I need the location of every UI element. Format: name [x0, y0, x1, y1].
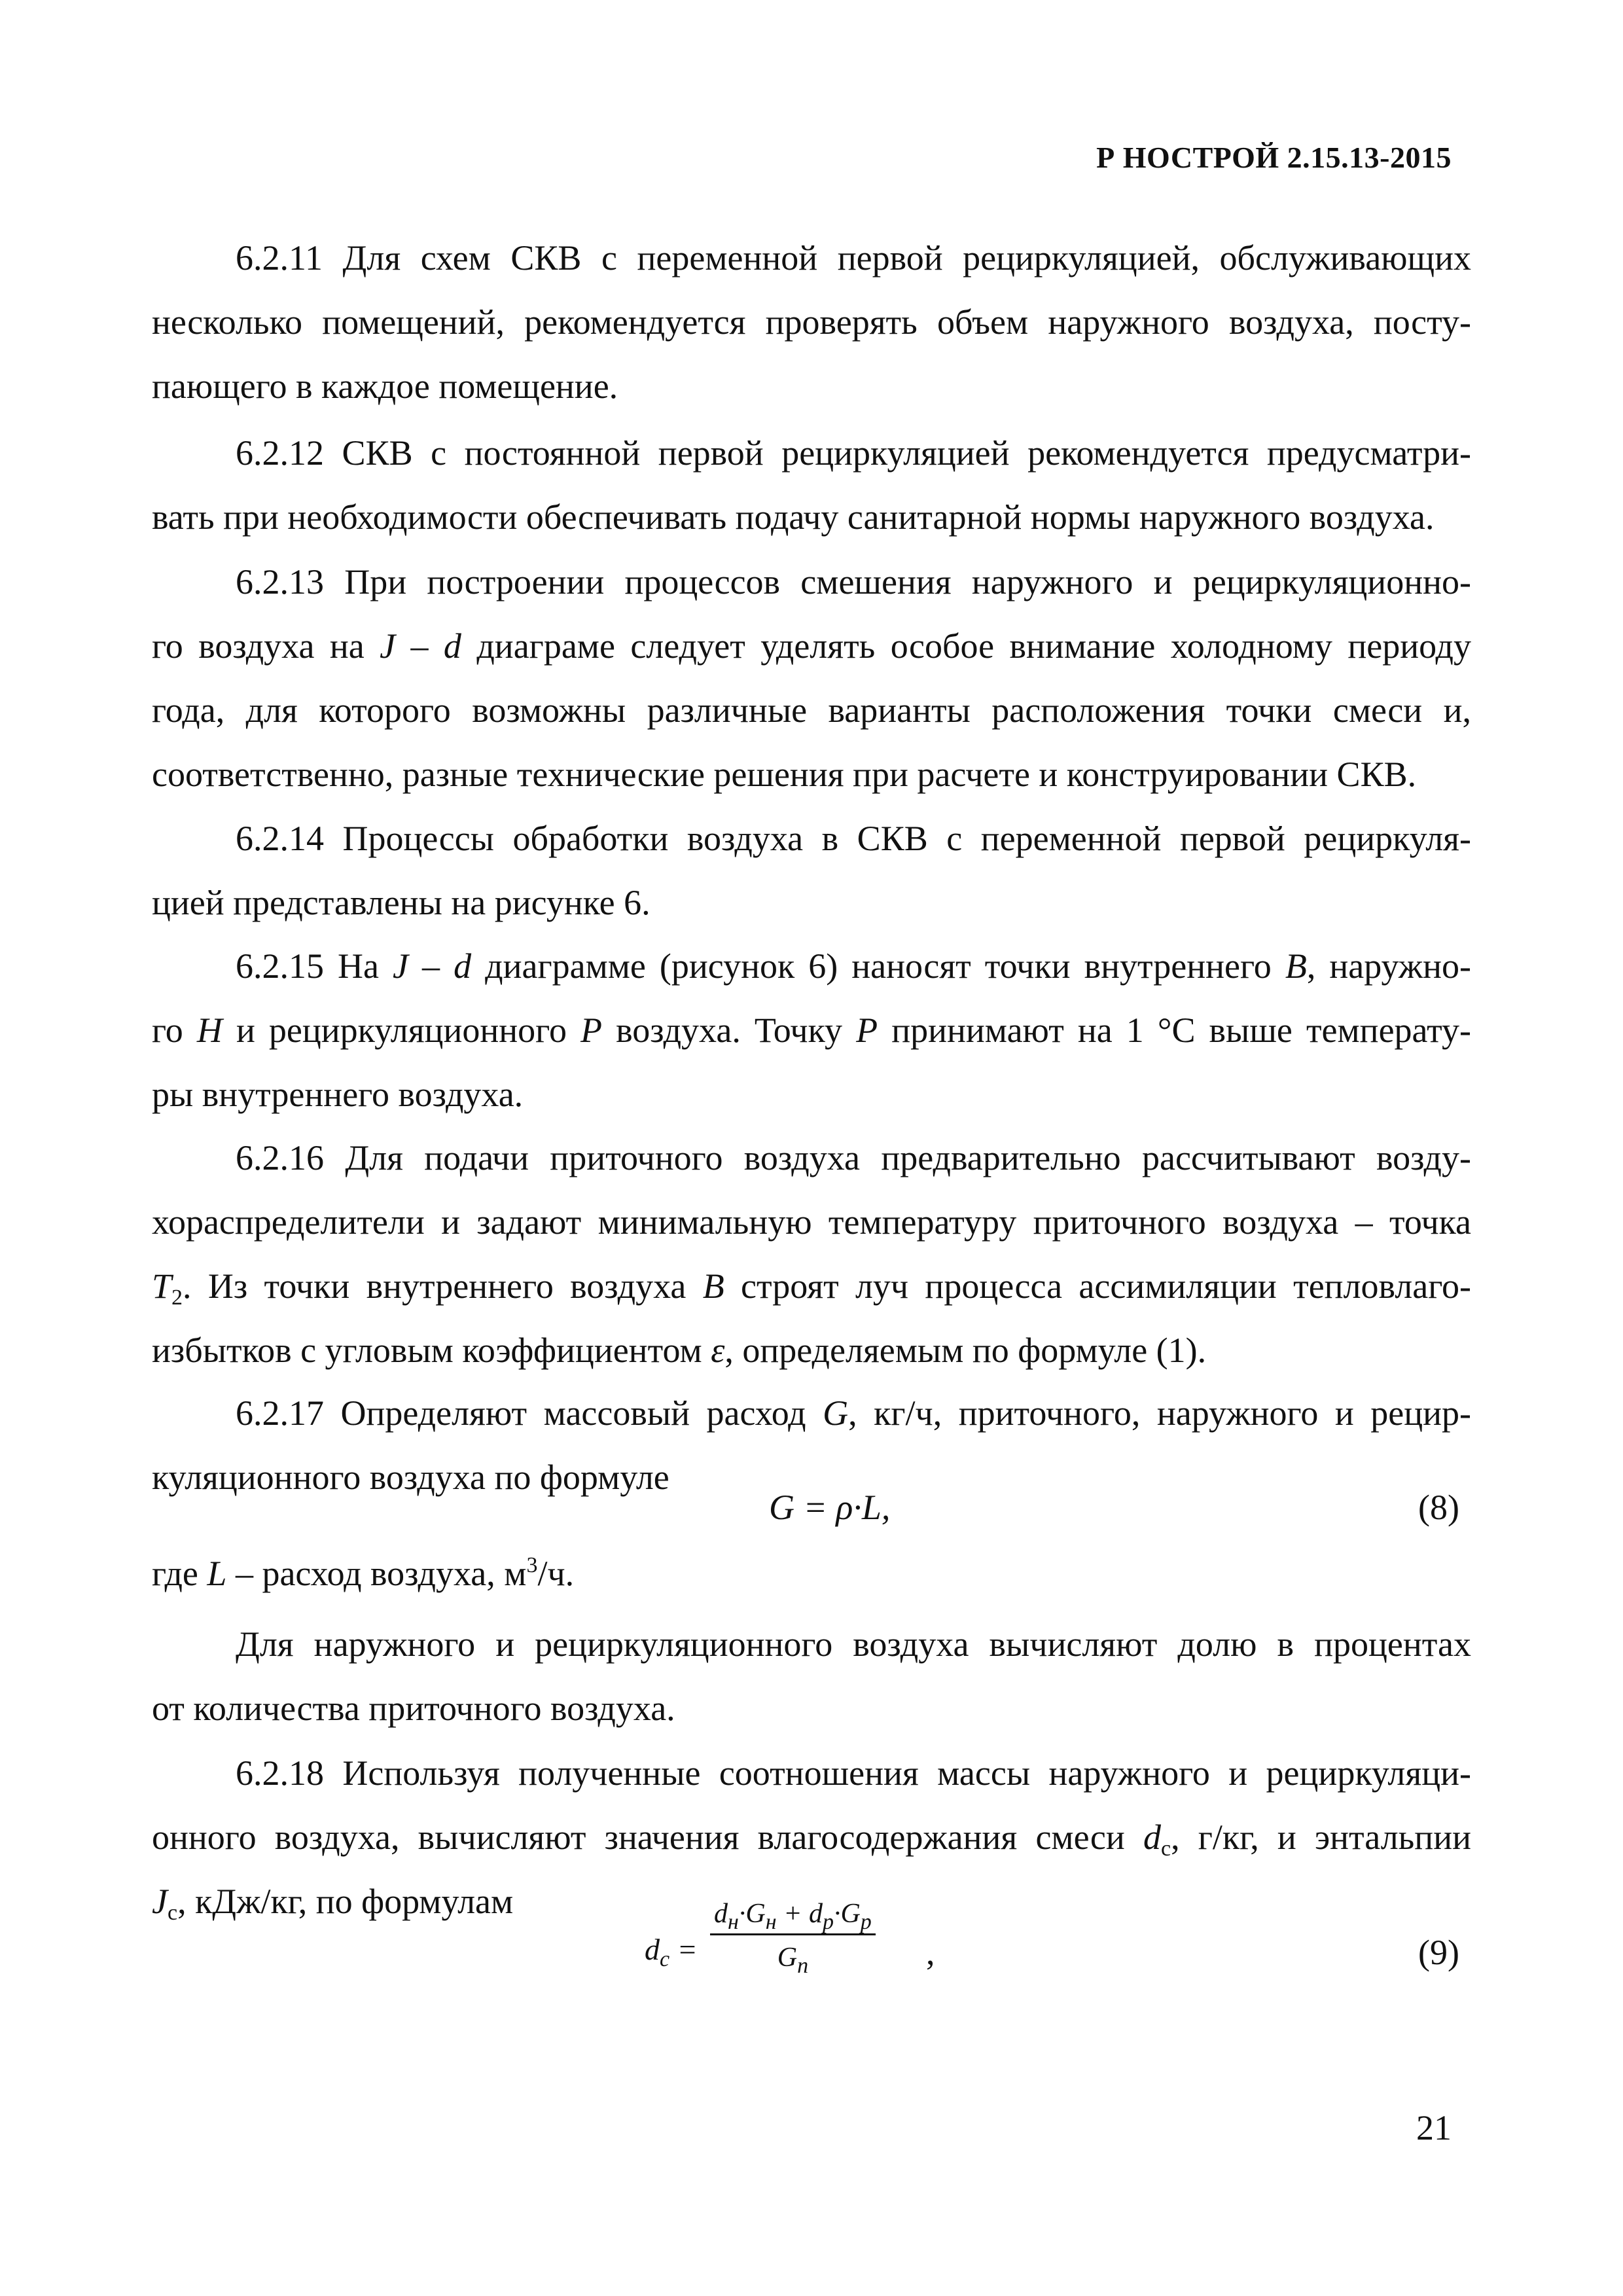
text-line: где L – расход воздуха, $м^3/ч$. — [152, 1553, 575, 1593]
text-line: 6.2.12 СКВ с постоянной первой рециркуляцией рекомендуется предусматри- — [236, 433, 1471, 473]
paragraph-share — [152, 1612, 1471, 1740]
text-line: пающего в каждое помещение. — [152, 367, 618, 406]
text-line: онного воздуха, вычисляют значения влагосодержания смеси $d_с$, г/кг, и энтальпии — [152, 1818, 1471, 1861]
text-line: 6.2.14 Процессы обработки воздуха в СКВ с переменной первой рециркуля- — [236, 819, 1471, 858]
text-line: года, для которого возможны различные варианты расположения точки смеси и, — [152, 691, 1471, 730]
text-line: от количества приточного воздуха. — [152, 1689, 675, 1728]
paragraph-6-2-12 — [152, 421, 1471, 549]
formula-denominator: $G_п$ — [777, 1943, 809, 1978]
text-line: 6.2.13 При построении процессов смешения наружного и рециркуляционно- — [236, 562, 1471, 601]
formula-9-lhs — [645, 1932, 698, 1971]
text-line: соответственно, разные технические решения при расчете и конструировании СКВ. — [152, 755, 1417, 794]
formula-lhs: $d_с$ = — [645, 1933, 698, 1971]
paragraph-6-2-13 — [152, 550, 1471, 806]
text-line: 6.2.16 Для подачи приточного воздуха предварительно рассчитывают возду- — [236, 1138, 1471, 1177]
equation-number-8: (8) — [1418, 1488, 1459, 1527]
text-line: избытков с угловым коэффициентом ε, определяемым по формуле (1). — [152, 1331, 1207, 1370]
text-line: цией представлены на рисунке 6. — [152, 883, 651, 922]
text-line: $T_2$. Из точки внутреннего воздуха B строят луч процесса ассимиляции тепловлаго- — [152, 1266, 1471, 1310]
text-line: $J_с$, кДж/кг, по формулам — [152, 1882, 514, 1925]
text-line: ры внутреннего воздуха. — [152, 1075, 524, 1114]
text-line: го H и рециркуляционного P воздуха. Точку P принимают на 1 °C выше температу- — [152, 1011, 1471, 1050]
text-line: 6.2.15 На J – d диаграмме (рисунок 6) наносят точки внутреннего B, наружно- — [236, 946, 1472, 986]
paragraph-6-2-11 — [152, 226, 1471, 418]
paragraph-6-2-14 — [152, 806, 1471, 935]
text-line: го воздуха на J – d диаграме следует уделять особое внимание холодному периоду — [152, 626, 1472, 666]
formula-numerator: $d_н\cdot G_н + d_р\cdot G_р$ — [710, 1898, 876, 1935]
formula-9-tail: , — [926, 1933, 935, 1972]
text-line: несколько помещений, рекомендуется проверять объем наружного воздуха, посту- — [152, 302, 1471, 342]
text-line: Для наружного и рециркуляционного воздуха вычисляют долю в процентах — [236, 1624, 1471, 1664]
formula-9-fraction — [710, 1898, 876, 1978]
page-number: 21 — [1416, 2108, 1452, 2147]
text-line: хораспределители и задают минимальную температуру приточного воздуха – точка — [152, 1202, 1471, 1242]
text-line: 6.2.18 Используя полученные соотношения массы наружного и рециркуляци- — [236, 1753, 1471, 1793]
text-line: 6.2.11 Для схем СКВ с переменной первой рециркуляцией, обслуживающих — [236, 238, 1471, 278]
text-line: вать при необходимости обеспечивать подачу санитарной нормы наружного воздуха. — [152, 497, 1435, 537]
where-clause-L — [152, 1541, 1471, 1605]
formula-8 — [769, 1487, 890, 1528]
equation-number-9: (9) — [1418, 1933, 1459, 1972]
formula-expression: G = ρ·L, — [769, 1488, 891, 1527]
paragraph-6-2-15 — [152, 934, 1471, 1126]
text-line: 6.2.17 Определяют массовый расход G, кг/ч, приточного, наружного и рецир- — [236, 1393, 1472, 1433]
text-line: куляционного воздуха по формуле — [152, 1458, 669, 1497]
paragraph-6-2-16 — [152, 1126, 1471, 1382]
document-code-header: Р НОСТРОЙ 2.15.13-2015 — [1096, 141, 1452, 174]
